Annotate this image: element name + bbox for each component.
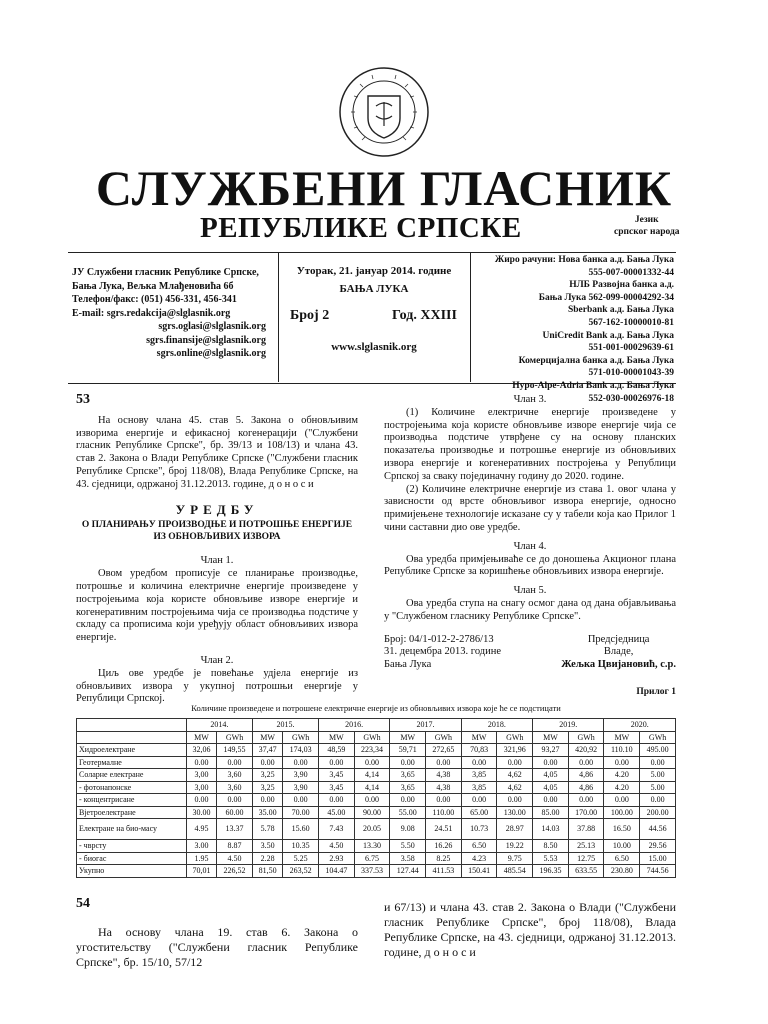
table-cell: 6.50 <box>604 852 640 865</box>
table-cell: 223,34 <box>354 744 390 757</box>
table-cell: 0.00 <box>640 756 676 769</box>
table-unit-cell: GWh <box>497 731 533 744</box>
table-cell: 150.41 <box>461 865 497 878</box>
table-cell: 3,60 <box>217 781 253 794</box>
table-unit-cell: GWh <box>283 731 319 744</box>
table-year-cell: 2020. <box>604 719 676 732</box>
table-cell: 226,52 <box>217 865 253 878</box>
table-cell: 3,65 <box>390 781 426 794</box>
table-unit-cell: MW <box>604 731 640 744</box>
table-cell: 104.47 <box>318 865 354 878</box>
decree-heading: УРЕДБУ <box>175 501 259 517</box>
doc54-text: и 67/13) и члана 43. став 2. Закона о Влади ("Службени гласник Републике Српске", број 118/08), Влада Републике Српске, на 43. сједници, одржаној 31.12.2013. године, д о н о с и <box>384 900 676 959</box>
doc-number: 54 <box>76 896 90 911</box>
table-year-cell: 2017. <box>390 719 461 732</box>
table-cell: 15.00 <box>640 852 676 865</box>
table-cell: 81,50 <box>252 865 282 878</box>
doc54-column-left <box>76 898 358 970</box>
table-unit-cell: GWh <box>426 731 462 744</box>
table-cell: 3,65 <box>390 769 426 782</box>
table-cell: 6.75 <box>354 852 390 865</box>
table-cell: 30.00 <box>186 806 216 819</box>
table-cell: 10.35 <box>283 840 319 853</box>
table-cell: 100.00 <box>604 806 640 819</box>
table-cell: 3,60 <box>217 769 253 782</box>
table-unit-cell: MW <box>252 731 282 744</box>
table-cell: 0.00 <box>568 794 604 807</box>
table-row <box>77 781 676 794</box>
table-year-cell: 2014. <box>186 719 252 732</box>
table-year-cell: 2019. <box>533 719 604 732</box>
table-year-cell: 2016. <box>318 719 389 732</box>
table-cell: 16.50 <box>604 819 640 840</box>
table-cell: 28.97 <box>497 819 533 840</box>
table-cell: 3,90 <box>283 781 319 794</box>
reference-block: Број: 04/1-012-2-2786/13 31. децембра 2013. године Бања Лука <box>384 633 502 671</box>
table-cell: 8.87 <box>217 840 253 853</box>
article-title: Члан 2. <box>200 654 234 666</box>
table-cell: 0.00 <box>217 756 253 769</box>
table-unit-cell: MW <box>318 731 354 744</box>
table-cell: 6.50 <box>461 840 497 853</box>
table-cell: 37.88 <box>568 819 604 840</box>
table-cell: 0.00 <box>497 756 533 769</box>
table-cell: 0.00 <box>640 794 676 807</box>
table-unit-cell: GWh <box>568 731 604 744</box>
table-cell: 3,45 <box>318 781 354 794</box>
table-cell: 263,52 <box>283 865 319 878</box>
table-unit-cell: GWh <box>217 731 253 744</box>
table-row-label: - фотонапонске <box>77 781 187 794</box>
table-cell: 272,65 <box>426 744 462 757</box>
table-cell: 32,06 <box>186 744 216 757</box>
table-cell: 4,62 <box>497 781 533 794</box>
table-cell: 4.50 <box>318 840 354 853</box>
table-unit-cell: MW <box>390 731 426 744</box>
table-cell: 93,27 <box>533 744 569 757</box>
table-unit-cell: MW <box>533 731 569 744</box>
table-cell: 1.95 <box>186 852 216 865</box>
table-cell: 25.13 <box>568 840 604 853</box>
table-cell: 48,59 <box>318 744 354 757</box>
table-cell: 14.03 <box>533 819 569 840</box>
table-row <box>77 865 676 878</box>
signatory-block: Предсједница Владе, Жељка Цвијановић, с.р. <box>561 633 676 671</box>
table-cell: 10.73 <box>461 819 497 840</box>
table-cell: 13.30 <box>354 840 390 853</box>
table-cell: 24.51 <box>426 819 462 840</box>
table-cell: 45.00 <box>318 806 354 819</box>
table-cell: 0.00 <box>390 794 426 807</box>
table-cell: 174,03 <box>283 744 319 757</box>
table-row-label: - биогас <box>77 852 187 865</box>
table-cell: 90.00 <box>354 806 390 819</box>
table-cell: 337.53 <box>354 865 390 878</box>
table-cell: 110.00 <box>426 806 462 819</box>
article-text: Овом уредбом прописује се планирање производње, потрошње и количина електричне енергије произведене у постројењима која користе обновљиве изворе енергије и когенеративним постројењима чија се производња подстиче у складу са прописима који уређују област обновљивих извора енергије. <box>76 568 358 644</box>
table-cell: 70,83 <box>461 744 497 757</box>
table-row <box>77 769 676 782</box>
table-cell: 196.35 <box>533 865 569 878</box>
table-cell: 0.00 <box>461 794 497 807</box>
table-cell: 4,14 <box>354 769 390 782</box>
table-cell: 65.00 <box>461 806 497 819</box>
table-unit-header <box>77 731 676 744</box>
table-cell: 3,45 <box>318 769 354 782</box>
table-year-cell: 2015. <box>252 719 318 732</box>
table-cell: 3.00 <box>186 840 216 853</box>
table-row-label: Соларне електране <box>77 769 187 782</box>
table-unit-cell: GWh <box>640 731 676 744</box>
table-cell: 13.37 <box>217 819 253 840</box>
table-cell: 3,85 <box>461 781 497 794</box>
gazette-title: СЛУЖБЕНИ ГЛАСНИК <box>95 160 673 216</box>
table-cell: 149,55 <box>217 744 253 757</box>
table-row <box>77 806 676 819</box>
issue-city: БАЊА ЛУКА <box>339 283 409 295</box>
table-cell: 55.00 <box>390 806 426 819</box>
table-cell: 0.00 <box>390 756 426 769</box>
table-cell: 3,00 <box>186 781 216 794</box>
signature-block <box>384 634 676 672</box>
table-row <box>77 756 676 769</box>
table-cell: 3.58 <box>390 852 426 865</box>
doc54-text: На основу члана 19. став 6. Закона о угоститељству ("Службени гласник Републике Српске", бр. 15/10, 57/12 <box>76 924 358 969</box>
table-row-label: Хидроелектране <box>77 744 187 757</box>
table-cell: 0.00 <box>217 794 253 807</box>
table-year-cell: 2018. <box>461 719 532 732</box>
table-cell: 0.00 <box>283 794 319 807</box>
table-cell: 3,85 <box>461 769 497 782</box>
table-cell: 744.56 <box>640 865 676 878</box>
table-cell: 127.44 <box>390 865 426 878</box>
table-cell: 5.50 <box>390 840 426 853</box>
article-title: Члан 3. <box>513 394 547 405</box>
table-cell: 85.00 <box>533 806 569 819</box>
table-cell: 0.00 <box>252 794 282 807</box>
table-cell: 4,38 <box>426 781 462 794</box>
table-row-label: - концентрисане <box>77 794 187 807</box>
article-text: Циљ ове уредбе је повећање удјела енергије из обновљивих извора у укупној потрошњи енергије у Републици Српској. <box>76 667 358 705</box>
email-link[interactable]: sgrs.oglasi@slglasnik.org <box>158 321 266 332</box>
table-cell: 4,62 <box>497 769 533 782</box>
table-cell: 0.00 <box>604 794 640 807</box>
gazette-subtitle: РЕПУБЛИКЕ СРПСКЕ <box>200 212 522 244</box>
table-cell: 0.00 <box>604 756 640 769</box>
table-cell: 110.10 <box>604 744 640 757</box>
coat-of-arms-seal-icon <box>338 66 430 158</box>
table-cell: 37,47 <box>252 744 282 757</box>
table-cell: 485.54 <box>497 865 533 878</box>
bank-accounts: Жиро рачуни: Нова банка а.д. Бања Лука 555-007-00001332-44 НЛБ Развојна банка а.д. Бања Лука 562-099-00004292-34 Sberbank а.д. Бања Лука 567-162-10000010-81 UniCredit Bank а.д. Бања Лука 551-001-00029639-61 Комерцијална банка а.д. Бања Лука 571-010-00001043-39 Hypo-Alpe-Adria Bank а.д. Бања Лука 552-030-00026976-18 <box>494 255 674 404</box>
table-cell: 59,71 <box>390 744 426 757</box>
table-cell: 5.00 <box>640 781 676 794</box>
table-row-label: Вјетроелектране <box>77 806 187 819</box>
table-cell: 0.00 <box>533 756 569 769</box>
issue-date-block <box>282 264 466 296</box>
article-text: Ова уредба примјењиваће се до доношења Акционог плана Републике Српске за коришћење обновљивих извора енергије. <box>384 553 676 578</box>
article-title: Члан 1. <box>200 555 234 567</box>
table-cell: 4,38 <box>426 769 462 782</box>
language-note: Језик српског народа <box>614 215 680 237</box>
doc53-column-left <box>76 394 358 706</box>
table-cell: 321,96 <box>497 744 533 757</box>
table-cell: 4.20 <box>604 769 640 782</box>
table-row <box>77 852 676 865</box>
table-cell: 2.28 <box>252 852 282 865</box>
table-cell: 2.93 <box>318 852 354 865</box>
table-unit-cell: MW <box>461 731 497 744</box>
table-cell: 16.26 <box>426 840 462 853</box>
table-row-label: - чврсту <box>77 840 187 853</box>
table-cell: 4.20 <box>604 781 640 794</box>
table-cell: 0.00 <box>252 756 282 769</box>
table-unit-cell: GWh <box>354 731 390 744</box>
table-row-label: Електране на био-масу <box>77 819 187 840</box>
table-cell: 420,92 <box>568 744 604 757</box>
table-cell: 19.22 <box>497 840 533 853</box>
table-cell: 3,90 <box>283 769 319 782</box>
table-cell: 0.00 <box>354 794 390 807</box>
table-cell: 130.00 <box>497 806 533 819</box>
table-cell: 70.00 <box>283 806 319 819</box>
table-cell: 10.00 <box>604 840 640 853</box>
table-cell: 8.25 <box>426 852 462 865</box>
article-text: (1) Количине електричне енергије произведене у постројењима која користе обновљиве изворе енергије чија се производња подстиче утврђене су на основу планских показатеља производње и потрошње енергије из обновљивих извора енергије и когенеративних постројења у Републици Српској за сваку појединачну годину до 2020. године. <box>384 406 676 482</box>
table-cell: 3,25 <box>252 769 282 782</box>
table-row <box>77 840 676 853</box>
table-cell: 3,00 <box>186 769 216 782</box>
table-cell: 0.00 <box>461 756 497 769</box>
table-cell: 200.00 <box>640 806 676 819</box>
table-cell: 495.00 <box>640 744 676 757</box>
issue-date: Уторак, 21. јануар 2014. године <box>296 265 452 277</box>
article-text: Ова уредба ступа на снагу осмог дана од дана објављивања у "Службеном гласнику Републике Српске". <box>384 597 676 622</box>
table-cell: 0.00 <box>283 756 319 769</box>
table-cell: 3,25 <box>252 781 282 794</box>
table-cell: 230.80 <box>604 865 640 878</box>
table-cell: 5.25 <box>283 852 319 865</box>
table-cell: 35.00 <box>252 806 282 819</box>
table-cell: 5.53 <box>533 852 569 865</box>
table-cell: 0.00 <box>186 756 216 769</box>
table-cell: 9.75 <box>497 852 533 865</box>
table-caption: Количине произведене и потрошене електричне енергије из обновљивих извора које ће се подстицати <box>191 703 561 713</box>
website-link[interactable]: www.slglasnik.org <box>331 341 417 353</box>
table-row <box>77 819 676 840</box>
table-cell: 4,05 <box>533 769 569 782</box>
table-cell: 0.00 <box>186 794 216 807</box>
doc53-column-right <box>384 394 676 672</box>
table-cell: 5.78 <box>252 819 282 840</box>
table-row <box>77 794 676 807</box>
table-cell: 7.43 <box>318 819 354 840</box>
table-unit-cell: MW <box>186 731 216 744</box>
table-cell: 0.00 <box>354 756 390 769</box>
table-cell: 12.75 <box>568 852 604 865</box>
email-link[interactable]: sgrs.finansije@slglasnik.org <box>146 334 266 346</box>
table-cell: 0.00 <box>426 794 462 807</box>
masthead-divider <box>470 252 471 382</box>
table-row <box>77 744 676 757</box>
table-year-header <box>77 719 676 732</box>
table-cell: 44.56 <box>640 819 676 840</box>
table-cell: 4,14 <box>354 781 390 794</box>
table-cell: 60.00 <box>217 806 253 819</box>
table-row-label: Геотермалне <box>77 756 187 769</box>
email-link[interactable]: sgrs.online@slglasnik.org <box>156 348 266 359</box>
table-cell: 0.00 <box>318 794 354 807</box>
table-cell: 15.60 <box>283 819 319 840</box>
table-cell: 4,86 <box>568 769 604 782</box>
publisher-info: ЈУ Службени гласник Републике Српске, Бања Лука, Вељка Млађеновића 6б Телефон/факс: (051) 456-331, 456-341 E-mail: sgrs.redakcija@slglasnik.org <box>72 267 259 319</box>
masthead-divider <box>278 252 279 382</box>
table-cell: 4.50 <box>217 852 253 865</box>
article-title: Члан 5. <box>513 585 547 597</box>
doc54-column-right <box>384 900 676 960</box>
table-cell: 0.00 <box>533 794 569 807</box>
table-cell: 411.53 <box>426 865 462 878</box>
table-cell: 29.56 <box>640 840 676 853</box>
energy-table <box>76 718 676 878</box>
preamble: На основу члана 45. став 5. Закона о обновљивим изворима енергије и ефикасној когенерацији ("Службени гласник Републике Српске", бр. 39/13 и 108/13) и члана 43. став 2. Закона о Влади Републике Српске ("Службени гласник Републике Српске", број 118/08), Влада Републике Српске, на 43. сједници, одржаној 31.12.2013. године, д о н о с и <box>76 414 358 490</box>
issue-year: Год. XXIII <box>392 308 457 323</box>
table-cell: 70,01 <box>186 865 216 878</box>
table-cell: 9.08 <box>390 819 426 840</box>
article-title: Члан 4. <box>513 540 547 552</box>
table-cell: 170.00 <box>568 806 604 819</box>
table-cell: 0.00 <box>497 794 533 807</box>
table-cell: 5.00 <box>640 769 676 782</box>
issue-number: Број 2 <box>290 308 330 323</box>
table-cell: 0.00 <box>318 756 354 769</box>
table-cell: 4,05 <box>533 781 569 794</box>
decree-subheading: О ПЛАНИРАЊУ ПРОИЗВОДЊЕ И ПОТРОШЊЕ ЕНЕРГИЈЕ ИЗ ОБНОВЉИВИХ ИЗВОРА <box>81 520 353 542</box>
table-cell: 0.00 <box>426 756 462 769</box>
annex-label: Прилог 1 <box>636 687 676 697</box>
doc-number: 53 <box>76 392 90 407</box>
table-cell: 4.95 <box>186 819 216 840</box>
table-cell: 4.23 <box>461 852 497 865</box>
article-text: (2) Количине електричне енергије из става 1. овог члана у зависности од врсте обновљивог извора енергије, односно примијењене технологије исказане су у табели која као Прилог 1 чини саставни дио ове уредбе. <box>384 483 676 533</box>
publisher-emails <box>72 320 266 361</box>
table-cell: 3.50 <box>252 840 282 853</box>
table-cell: 20.05 <box>354 819 390 840</box>
table-cell: 633.55 <box>568 865 604 878</box>
table-cell: 0.00 <box>568 756 604 769</box>
table-cell: 4,86 <box>568 781 604 794</box>
table-cell: 8.50 <box>533 840 569 853</box>
table-row-label: Укупно <box>77 865 187 878</box>
